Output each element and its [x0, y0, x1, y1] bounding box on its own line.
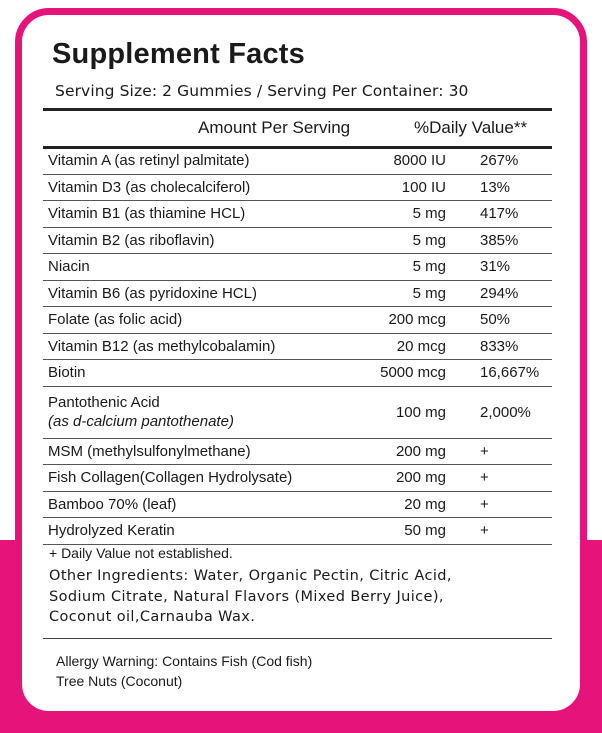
nutrient-daily-value: 294% — [480, 280, 552, 307]
nutrient-name — [43, 386, 326, 438]
nutrient-daily-value: 385% — [480, 227, 552, 254]
nutrient-daily-value: 13% — [480, 174, 552, 201]
nutrient-amount: 20 mg — [326, 491, 480, 518]
table-row — [43, 227, 552, 254]
table-row — [43, 438, 552, 465]
daily-value-header: %Daily Value** — [414, 118, 528, 137]
nutrient-daily-value: + — [480, 438, 552, 465]
nutrient-daily-value: 2,000% — [480, 386, 552, 438]
nutrient-label: Vitamin B2 (as riboflavin) — [48, 231, 215, 249]
nutrient-daily-value: 417% — [480, 201, 552, 228]
table-row — [43, 491, 552, 518]
nutrient-amount: 100 IU — [326, 174, 480, 201]
table-row — [43, 174, 552, 201]
table-row — [43, 465, 552, 492]
nutrient-name — [43, 254, 326, 281]
nutrient-amount: 20 mcg — [326, 333, 480, 360]
nutrient-label: Hydrolyzed Keratin — [48, 522, 175, 540]
nutrient-label: Folate (as folic acid) — [48, 311, 183, 329]
nutrient-table — [43, 148, 552, 545]
nutrient-label: Niacin — [48, 258, 90, 276]
nutrient-source: (as d-calcium pantothenate) — [48, 413, 234, 430]
nutrient-label: Pantothenic Acid — [48, 394, 160, 411]
nutrient-name — [43, 491, 326, 518]
nutrient-daily-value: + — [480, 465, 552, 492]
table-row — [43, 201, 552, 228]
nutrient-amount: 5 mg — [326, 227, 480, 254]
nutrient-label: Vitamin A (as retinyl palmitate) — [48, 152, 250, 170]
nutrient-label: Vitamin B12 (as methylcobalamin) — [48, 337, 276, 355]
nutrient-name — [43, 307, 326, 334]
nutrient-amount: 5000 mcg — [326, 360, 480, 387]
table-row — [43, 333, 552, 360]
nutrient-daily-value: + — [480, 491, 552, 518]
nutrient-name — [43, 518, 326, 545]
ingredients-line: Coconut oil,Carnauba Wax. — [49, 609, 256, 625]
nutrient-amount: 5 mg — [326, 201, 480, 228]
ingredients-line: Sodium Citrate, Natural Flavors (Mixed Berry Juice), — [49, 588, 444, 605]
nutrient-name — [43, 280, 326, 307]
top-divider — [43, 108, 552, 111]
nutrient-daily-value: 16,667% — [480, 360, 552, 387]
nutrient-amount: 5 mg — [326, 280, 480, 307]
nutrient-name — [43, 227, 326, 254]
table-row — [43, 280, 552, 307]
nutrient-name — [43, 148, 326, 174]
table-row — [43, 386, 552, 438]
amount-per-serving-header: Amount Per Serving — [198, 118, 351, 137]
nutrient-label: Bamboo 70% (leaf) — [48, 495, 177, 513]
nutrient-label: Vitamin B1 (as thiamine HCL) — [48, 205, 246, 223]
daily-value-footnote: + Daily Value not established. — [49, 545, 233, 561]
table-row — [43, 518, 552, 545]
nutrient-daily-value: + — [480, 518, 552, 545]
allergy-warning — [56, 651, 456, 691]
nutrient-amount: 8000 IU — [326, 148, 480, 174]
page-title: Supplement Facts — [52, 38, 305, 70]
table-row — [43, 254, 552, 281]
nutrient-label: Biotin — [48, 364, 86, 382]
nutrient-name — [43, 438, 326, 465]
nutrient-label: Vitamin D3 (as cholecalciferol) — [48, 178, 251, 196]
nutrient-amount: 5 mg — [326, 254, 480, 281]
table-row — [43, 360, 552, 387]
other-ingredients — [49, 566, 529, 628]
nutrient-name — [43, 333, 326, 360]
allergy-line: Tree Nuts (Coconut) — [56, 673, 183, 689]
nutrient-amount: 50 mg — [326, 518, 480, 545]
nutrient-label: Vitamin B6 (as pyridoxine HCL) — [48, 284, 257, 302]
allergy-line: Allergy Warning: Contains Fish (Cod fish) — [56, 653, 313, 669]
nutrient-daily-value: 50% — [480, 307, 552, 334]
nutrient-daily-value: 31% — [480, 254, 552, 281]
nutrient-daily-value: 267% — [480, 148, 552, 174]
nutrient-label: MSM (methylsulfonylmethane) — [48, 442, 251, 460]
nutrient-amount: 200 mg — [326, 465, 480, 492]
nutrient-name — [43, 465, 326, 492]
nutrient-amount: 200 mcg — [326, 307, 480, 334]
nutrient-name — [43, 201, 326, 228]
allergy-divider — [43, 638, 552, 639]
nutrient-daily-value: 833% — [480, 333, 552, 360]
table-row — [43, 148, 552, 174]
nutrient-name — [43, 360, 326, 387]
nutrient-name — [43, 174, 326, 201]
ingredients-line: Other Ingredients: Water, Organic Pectin, Citric Acid, — [49, 568, 452, 584]
nutrient-amount: 200 mg — [326, 438, 480, 465]
nutrient-label: Fish Collagen(Collagen Hydrolysate) — [48, 469, 293, 487]
nutrient-amount: 100 mg — [326, 386, 480, 438]
table-row — [43, 307, 552, 334]
serving-size: Serving Size: 2 Gummies / Serving Per Container: 30 — [55, 82, 469, 100]
